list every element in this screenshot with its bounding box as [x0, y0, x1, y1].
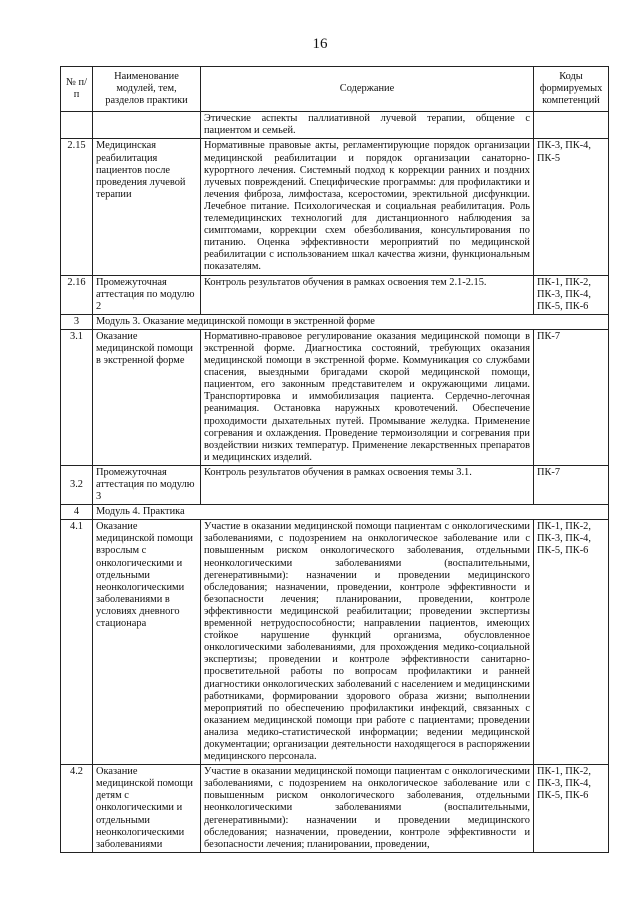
header-content: Содержание [201, 67, 534, 112]
cell-codes: ПК-3, ПК-4, ПК-5 [534, 139, 609, 275]
cell-codes [534, 112, 609, 139]
cell-codes: ПК-1, ПК-2, ПК-3, ПК-4, ПК-5, ПК-6 [534, 275, 609, 314]
module-title: Модуль 4. Практика [93, 505, 609, 520]
table-row-3-1 [61, 329, 609, 465]
cell-name: Промежуточная аттестация по модулю 3 [93, 465, 201, 504]
cell-num [61, 112, 93, 139]
cell-content: Контроль результатов обучения в рамках освоения тем 2.1-2.15. [201, 275, 534, 314]
cell-num: 2.16 [61, 275, 93, 314]
cell-content: Этические аспекты паллиативной лучевой терапии, общение с пациентом и семьей. [201, 112, 534, 139]
module-row-4 [61, 505, 609, 520]
module-title: Модуль 3. Оказание медицинской помощи в экстренной форме [93, 314, 609, 329]
cell-content: Нормативно-правовое регулирование оказания медицинской помощи в экстренной форме. Диагностика состояний, требующих оказания медицинской помощи в экстренной форме. Коммуникация со службами спасения, выездными бригадами скорой медицинской помощи, пациентом, его законным представителем и окружающими лицами. Транспортировка и иммобилизация пациента. Сердечно-легочная реанимация. Остановка наружных кровотечений. Обеспечение проходимости дыхательных путей. Промывание желудка. Применение согревания и охлаждения. Проведение термоизоляции и согревания при воздействии низких температур. Применение лекарственных препаратов и медицинских изделий. [201, 329, 534, 465]
cell-content: Участие в оказании медицинской помощи пациентам с онкологическими заболеваниями, с подозрением на онкологическое заболевание или с повышенным риском онкологического заболевания, отдельными неонкологическими заболеваниями (воспалительными, дегенеративными): назначении и проведении медицинского обследования; назначении, проведении, контроле эффективности и безопасности лечения; планировании, проведении, [201, 765, 534, 853]
cell-num: 3.1 [61, 329, 93, 465]
cell-name [93, 112, 201, 139]
cell-codes: ПК-7 [534, 465, 609, 504]
cell-content: Нормативные правовые акты, регламентирующие порядок организации медицинской реабилитации и порядок организации санаторно-курортного лечения. Системный подход к коррекции ранних и поздних лучевых повреждений. Специфические программы: для профилактики и лечения фиброза, лимфостаза, ксеростомии, эректильной дисфункции. Лечебное питание. Психологическая и социальная реабилитация. Роль телемедицинских технологий для дистанционного наблюдения за симптомами, коррекции схем обезболивания, консультирования по питанию. Оценка эффективности мероприятий по медицинской реабилитации с использованием шкал качества жизни, функциональным показателям. [201, 139, 534, 275]
table-row-2-15 [61, 139, 609, 275]
cell-name: Промежуточная аттестация по модулю 2 [93, 275, 201, 314]
cell-codes: ПК-7 [534, 329, 609, 465]
cell-num: 4.2 [61, 765, 93, 853]
curriculum-table [60, 66, 609, 853]
cell-name: Оказание медицинской помощи в экстренной форме [93, 329, 201, 465]
cell-name: Медицинская реабилитация пациентов после проведения лучевой терапии [93, 139, 201, 275]
cell-num: 4.1 [61, 520, 93, 765]
table-row-4-2 [61, 765, 609, 853]
table-row-continuation [61, 112, 609, 139]
module-row-3 [61, 314, 609, 329]
module-num: 3 [61, 314, 93, 329]
header-codes: Коды формируемых компетенций [534, 67, 609, 112]
module-num: 4 [61, 505, 93, 520]
table-row-2-16 [61, 275, 609, 314]
cell-name: Оказание медицинской помощи детям с онкологическими и отдельными неонкологическими заболеваниями [93, 765, 201, 853]
cell-codes: ПК-1, ПК-2, ПК-3, ПК-4, ПК-5, ПК-6 [534, 765, 609, 853]
table-header-row [61, 67, 609, 112]
cell-content: Участие в оказании медицинской помощи пациентам с онкологическими заболеваниями, с подозрением на онкологическое заболевание или с повышенным риском онкологического заболевания, отдельными неонкологическими заболеваниями (воспалительными, дегенеративными): назначении и проведении медицинского обследования; назначении, проведении, контроле эффективности и безопасности лечения; планировании, проведении, контроле эффективности медицинской реабилитации; проведении экспертизы временной нетрудоспособности; направлении пациентов, имеющих стойкое нарушение функций организма, обусловленное онкологическими заболеваниями, для прохождения медико-социальной экспертизы; проведении и контроле эффективности санитарно-просветительной работы по вопросам профилактики и ранней диагностики онкологических заболеваний с населением и медицинскими работниками, формировании здорового образа жизни; выполнении мероприятий по обеспечению профилактики инфекций, связанных с оказанием медицинской помощи при работе с пациентами; проведении анализа медико-статистической информации; ведении медицинской документации; организации деятельности находящегося в распоряжении медицинского персонала. [201, 520, 534, 765]
cell-num: 2.15 [61, 139, 93, 275]
cell-num: 3.2 [61, 465, 93, 504]
cell-codes: ПК-1, ПК-2, ПК-3, ПК-4, ПК-5, ПК-6 [534, 520, 609, 765]
cell-name: Оказание медицинской помощи взрослым с онкологическими и отдельными неонкологическими заболеваниями в условиях дневного стационара [93, 520, 201, 765]
header-num: № п/п [61, 67, 93, 112]
page-number: 16 [312, 36, 328, 52]
table-row-4-1 [61, 520, 609, 765]
table-row-3-2 [61, 465, 609, 504]
header-name: Наименование модулей, тем, разделов практики [93, 67, 201, 112]
cell-content: Контроль результатов обучения в рамках освоения темы 3.1. [201, 465, 534, 504]
